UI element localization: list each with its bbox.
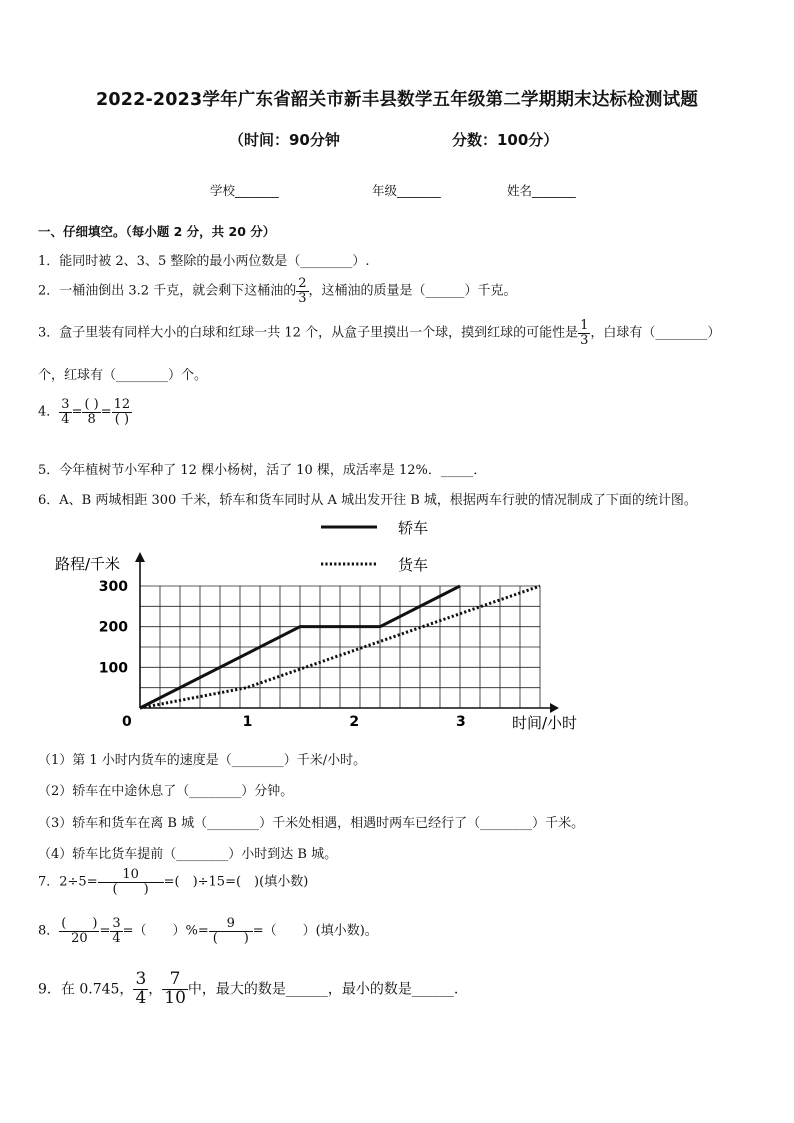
fraction	[209, 917, 253, 945]
question-7-text-end: =( )÷15=( )(填小数)	[163, 874, 309, 890]
question-2-text: 2．一桶油倒出 3.2 千克，就会剩下这桶油的	[38, 283, 297, 299]
question-number: 8．	[38, 923, 60, 939]
y-tick-label: 200	[98, 619, 128, 636]
y-tick-label: 100	[98, 660, 128, 677]
question-1: 1．能同时被 2、3、5 整除的最小两位数是（________）.	[38, 254, 370, 269]
numerator: 3	[135, 969, 147, 989]
question-8	[38, 917, 378, 945]
denominator: 3	[298, 290, 307, 306]
section-heading: 一、仔细填空。（每小题 2 分，共 20 分）	[38, 224, 276, 239]
comma: ，	[148, 981, 163, 998]
denominator: ( )	[112, 881, 149, 897]
legend-car-label: 轿车	[398, 519, 429, 537]
chart-axes	[135, 552, 559, 713]
fraction	[82, 398, 100, 426]
question-2-text-end: ，这桶油的质量是（______）千克。	[308, 283, 517, 299]
numerator: 7	[162, 971, 188, 990]
numerator: ( )	[84, 397, 99, 412]
numerator: 10	[98, 868, 164, 883]
y-axis-arrow	[135, 552, 145, 562]
question-3	[38, 319, 720, 347]
school-field: 学校_______	[210, 183, 279, 198]
fraction	[98, 868, 164, 896]
grade-field: 年级_______	[372, 183, 441, 198]
fraction	[112, 398, 133, 426]
time-info: （时间：90分钟	[229, 131, 340, 149]
question-6: 6．A、B 两城相距 300 千米，轿车和货车同时从 A 城出发开往 B 城，根据两车行驶的情况制成了下面的统计图。	[38, 493, 697, 508]
fraction	[133, 971, 148, 1008]
question-number: 4．	[38, 404, 60, 420]
fraction	[59, 398, 71, 426]
question-6-part-2: （2）轿车在中途休息了（________）分钟。	[38, 784, 294, 799]
x-tick-label: 2	[349, 714, 360, 730]
question-6-part-4: （4）轿车比货车提前（________）小时到达 B 城。	[38, 847, 338, 862]
numerator: 1	[580, 318, 589, 333]
denominator: 10	[164, 987, 186, 1008]
name-field: 姓名_______	[507, 183, 576, 198]
equals-sign: =	[100, 404, 112, 420]
question-9	[38, 971, 458, 1008]
equals-sign: =	[71, 404, 83, 420]
question-6-part-1: （1）第 1 小时内货车的速度是（________）千米/小时。	[38, 753, 367, 768]
x-axis-arrow	[550, 703, 559, 713]
question-5: 5．今年植树节小军种了 12 棵小杨树，活了 10 棵，成活率是 12%．_____．	[38, 463, 487, 478]
legend-truck-label: 货车	[398, 556, 429, 574]
denominator: ( )	[114, 411, 130, 427]
fraction	[296, 277, 308, 305]
question-3-line2: 个，红球有（________）个。	[38, 368, 208, 383]
question-3-text-end: ，白球有（________）	[590, 325, 721, 341]
denominator: 4	[135, 987, 147, 1008]
question-8-text: =（ ）%=	[122, 923, 209, 939]
equals-sign: =	[99, 923, 111, 939]
x-tick-label: 1	[242, 714, 253, 730]
x-tick-label: 0	[122, 714, 132, 730]
denominator: ( )	[212, 930, 249, 946]
numerator: 9	[209, 917, 253, 932]
denominator: 20	[71, 930, 88, 946]
chart-grid	[140, 586, 540, 708]
y-tick-label: 300	[98, 579, 128, 595]
question-4	[38, 398, 132, 426]
chart-legend	[321, 519, 428, 574]
numerator: 3	[112, 916, 121, 931]
question-3-text: 3．盒子里装有同样大小的白球和红球一共 12 个，从盒子里摸出一个球，摸到红球的可能性是	[38, 325, 579, 341]
x-axis-label: 时间/小时	[512, 714, 578, 732]
fraction	[59, 917, 99, 945]
denominator: 4	[61, 411, 70, 427]
question-6-part-3: （3）轿车和货车在离 B 城（________）千米处相遇，相遇时两车已经行了（________）千米。	[38, 816, 585, 831]
numerator: ( )	[61, 916, 98, 931]
fraction	[110, 917, 122, 945]
question-7	[38, 868, 308, 896]
y-axis-label: 路程/千米	[55, 555, 121, 573]
question-9-text: 9．在 0.745，	[38, 981, 134, 998]
question-7-text: 7．2÷5=	[38, 874, 98, 890]
distance-time-chart	[38, 510, 598, 740]
numerator: 3	[61, 397, 70, 412]
numerator: 2	[298, 276, 307, 291]
denominator: 4	[112, 930, 121, 946]
fraction	[162, 971, 188, 1008]
fraction	[578, 319, 590, 347]
denominator: 8	[87, 411, 96, 427]
score-info: 分数：100分）	[452, 131, 559, 149]
question-2	[38, 277, 517, 305]
page-title: 2022-2023学年广东省韶关市新丰县数学五年级第二学期期末达标检测试题	[95, 90, 699, 110]
numerator: 12	[113, 397, 131, 412]
x-tick-label: 3	[456, 714, 466, 730]
question-8-text-end: =（ ）(填小数)。	[252, 923, 378, 939]
question-9-text-end: 中，最大的数是______，最小的数是______.	[187, 981, 459, 998]
denominator: 3	[580, 332, 589, 348]
